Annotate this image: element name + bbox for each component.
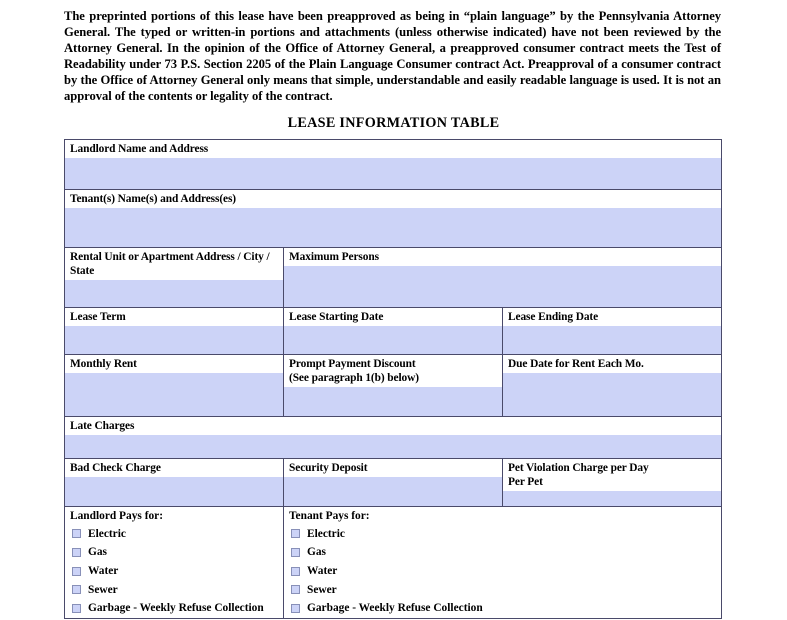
cell-label: Bad Check Charge [65,459,283,477]
list-item[interactable] [289,525,721,544]
due-date-for-rent-field[interactable] [503,373,721,381]
tenant-pays-title: Tenant Pays for: [289,509,370,522]
list-item[interactable] [289,543,721,562]
cell-lease-starting-date [284,307,503,354]
cell-label: Late Charges [65,417,721,435]
checkbox-icon[interactable] [291,604,300,613]
cell-lease-term [65,307,284,354]
cell-label-main: Prompt Payment Discount [289,357,416,370]
table-row [65,458,722,506]
list-item[interactable] [70,525,283,544]
list-item[interactable] [289,599,721,618]
cell-label-note: Per Pet [508,475,543,488]
cell-label-note: (See paragraph 1(b) below) [289,371,419,384]
cell-label [503,459,721,491]
cell-label: Lease Starting Date [284,308,502,326]
cell-label: Security Deposit [284,459,502,477]
cell-pet-violation-charge [503,458,722,506]
lease-term-field[interactable] [65,326,283,334]
table-row [65,139,722,189]
prompt-payment-discount-field[interactable] [284,387,502,395]
cell-security-deposit [284,458,503,506]
checkbox-icon[interactable] [291,548,300,557]
lease-information-table [64,139,722,619]
landlord-name-address-field[interactable] [65,158,721,166]
cell-rental-unit-address [65,247,284,307]
cell-label: Lease Ending Date [503,308,721,326]
rental-unit-address-field[interactable] [65,280,283,288]
table-row [65,307,722,354]
list-item[interactable] [70,543,283,562]
cell-label: Lease Term [65,308,283,326]
cell-label [284,355,502,387]
list-item-label: Garbage - Weekly Refuse Collection [307,602,483,615]
cell-label: Rental Unit or Apartment Address / City / State [65,248,283,280]
page-title: LEASE INFORMATION TABLE [287,114,500,131]
landlord-pays-title: Landlord Pays for: [70,509,164,522]
cell-bad-check-charge [65,458,284,506]
checkbox-icon[interactable] [291,585,300,594]
checkbox-icon[interactable] [72,548,81,557]
lease-starting-date-field[interactable] [284,326,502,334]
list-item[interactable] [70,562,283,581]
list-item-label: Sewer [88,583,118,596]
late-charges-field[interactable] [65,435,721,443]
cell-label: Monthly Rent [65,355,283,373]
table-row [65,189,722,247]
cell-maximum-persons [284,247,722,307]
cell-landlord-name-address [65,139,722,189]
checkbox-icon[interactable] [72,604,81,613]
cell-due-date-for-rent [503,354,722,416]
list-item[interactable] [289,580,721,599]
cell-prompt-payment-discount [284,354,503,416]
tenant-names-addresses-field[interactable] [65,208,721,216]
cell-landlord-pays-for [65,506,284,618]
cell-lease-ending-date [503,307,722,354]
cell-late-charges [65,416,722,458]
cell-tenant-names-addresses [65,189,722,247]
preapproval-notice-paragraph: The preprinted portions of this lease have been preapproved as being in “plain language” by the Pennsylvania Attorney General. The typed or written-in portions and attachments (unless otherwise indicated) have not been reviewed by the Attorney General. In the opinion of the Office of Attorney General, a preapproved consumer contract meets the Test of Readability under 73 P.S. Section 2205 of the Plain Language Consumer contract Act. Preapproval of a consumer contract by the Office of Attorney General only means that simple, understandable and easily readable language is used. It is not an approval of the contents or legality of the contract. [64,9,721,104]
list-item-label: Water [307,565,338,578]
cell-tenant-pays-for [284,506,722,618]
list-item-label: Electric [307,527,345,540]
pet-violation-charge-field[interactable] [503,491,721,499]
monthly-rent-field[interactable] [65,373,283,381]
cell-label: Due Date for Rent Each Mo. [503,355,721,373]
table-row [65,416,722,458]
list-item[interactable] [70,580,283,599]
list-item[interactable] [70,599,283,618]
security-deposit-field[interactable] [284,477,502,485]
table-row [65,354,722,416]
list-item-label: Electric [88,527,126,540]
table-row [65,506,722,618]
list-item-label: Gas [88,546,107,559]
maximum-persons-field[interactable] [284,266,721,274]
list-item-label: Garbage - Weekly Refuse Collection [88,602,264,615]
list-item-label: Water [88,565,119,578]
checkbox-icon[interactable] [72,567,81,576]
cell-monthly-rent [65,354,284,416]
bad-check-charge-field[interactable] [65,477,283,485]
table-row [65,247,722,307]
list-item-label: Gas [307,546,326,559]
cell-label: Maximum Persons [284,248,721,266]
cell-label: Landlord Name and Address [65,140,721,158]
cell-label-main: Pet Violation Charge per Day [508,461,649,474]
checkbox-icon[interactable] [72,585,81,594]
checkbox-icon[interactable] [291,567,300,576]
cell-label: Tenant(s) Name(s) and Address(es) [65,190,721,208]
checkbox-icon[interactable] [72,529,81,538]
list-item[interactable] [289,562,721,581]
list-item-label: Sewer [307,583,337,596]
lease-ending-date-field[interactable] [503,326,721,334]
checkbox-icon[interactable] [291,529,300,538]
